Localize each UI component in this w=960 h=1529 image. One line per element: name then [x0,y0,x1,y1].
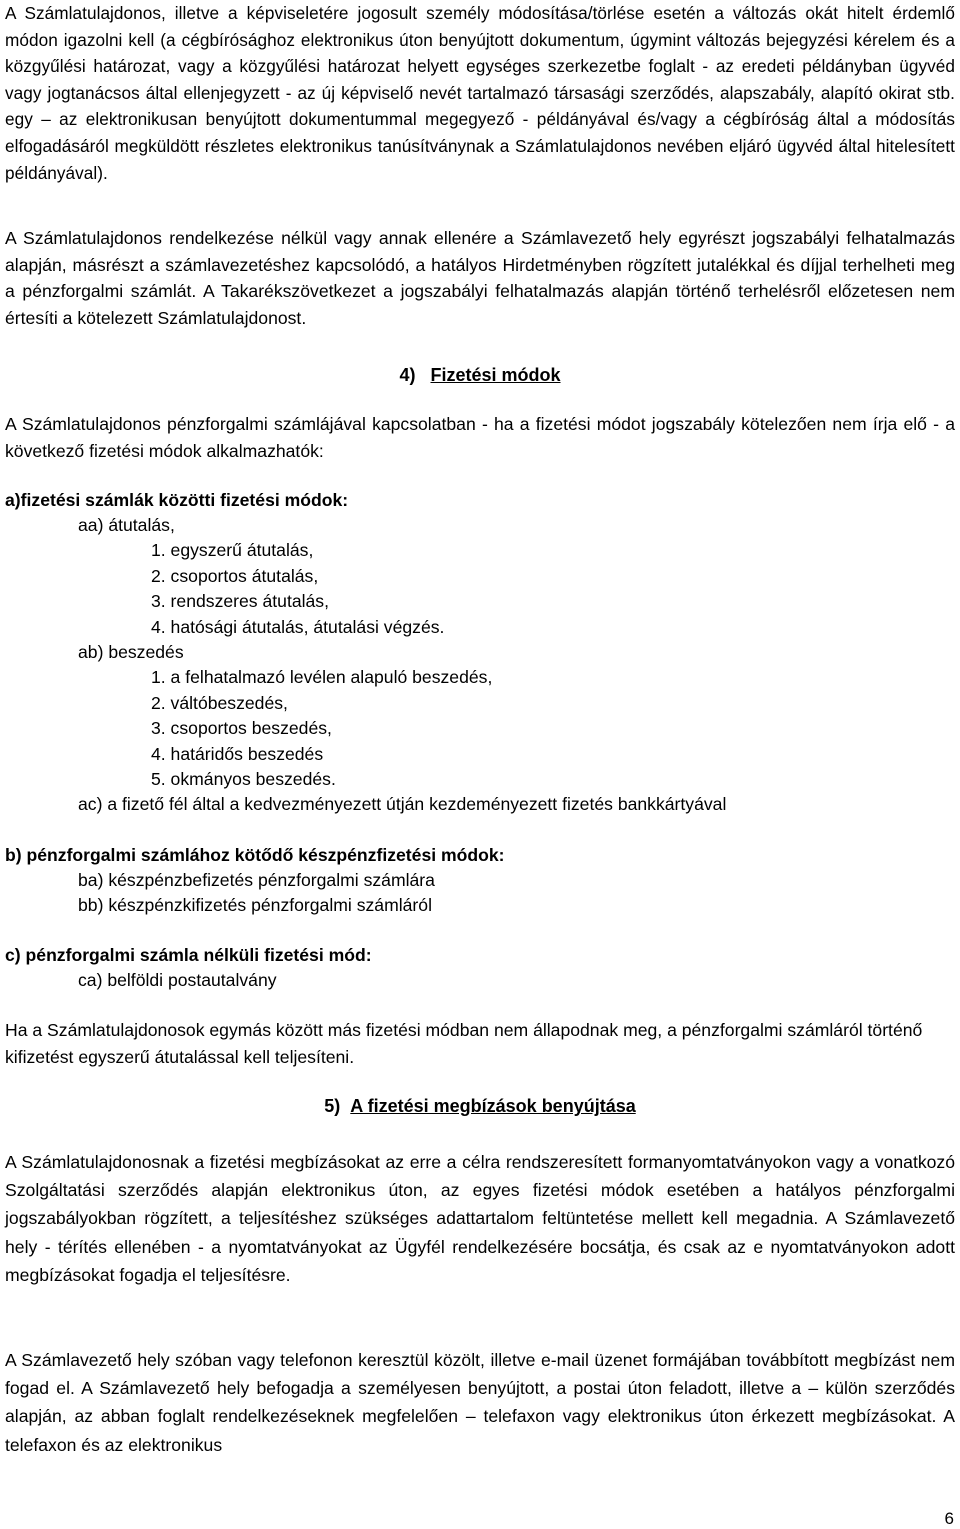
section-5-number: 5) [324,1096,341,1116]
list-item-aa-2: 2. csoportos átutalás, [151,565,319,586]
section-4-closing: Ha a Számlatulajdonosok egymás között más fizetési módban nem állapodnak meg, a pénzforgalmi számláról történő kifizetést egyszerű átutalással kell teljesíteni. [5,1020,923,1067]
payment-methods-list [5,487,955,818]
list-item-ab-1: 1. a felhatalmazó levélen alapuló beszedés, [151,667,493,688]
list-item-ba: ba) készpénzbefizetés pénzforgalmi számlára [78,870,435,890]
list-item-ab-5: 5. okmányos beszedés. [151,769,336,790]
list-item-ca: ca) belföldi postautalvány [78,970,277,990]
list-item-ac: ac) a fizető fél által a kedvezményezett útján kezdeményezett fizetés bankkártyával [78,794,727,815]
paragraph-representative-change: A Számlatulajdonos, illetve a képviseletére jogosult személy módosítása/törlése esetén a változás okát hitelt érdemlő módon igazolni kell (a cégbírósághoz elektronikus úton benyújtott dokumentum, úgymint változás bejegyzési kérelem és a közgyűlési határozat, vagy a közgyűlési határozat helyett egységes szerkezetbe foglalt - az eredeti példányban ügyvéd vagy jogtanácsos által ellenjegyzett - az új képviselő nevét tartalmazó társasági szerződés, alapszabály, alapító okirat stb. egy – az elektronikusan benyújtott dokumentummal megegyező - példányával és/vagy a cégbíróság által a módosítás elfogadásáról megküldött részletes elektronikus tanúsítványnak a Számlatulajdonos nevében eljáró ügyvéd által hitelesített példányával). [5,3,955,183]
group-a-title: a)fizetési számlák közötti fizetési módok: [5,490,349,510]
list-item-ab-3: 3. csoportos beszedés, [151,718,332,739]
list-item-ab-4: 4. határidős beszedés [151,743,324,764]
group-c-title: c) pénzforgalmi számla nélküli fizetési mód: [5,945,372,965]
section-4-title: Fizetési módok [430,365,561,385]
list-item-aa: aa) átutalás, [78,515,175,535]
no-account-methods-list [5,942,955,993]
list-item-ab: ab) beszedés [78,642,184,663]
group-b-title: b) pénzforgalmi számlához kötődő készpénzfizetési módok: [5,845,505,865]
section-5-paragraph-2: A Számlavezető hely szóban vagy telefonon keresztül közölt, illetve e-mail üzenet formájában továbbított megbízást nem fogad el. A Számlavezető hely befogadja a személyesen benyújtott, a postai úton feladott, illetve a – külön szerződés alapján, az abban foglalt rendelkezéseknek megfelelően – telefaxon vagy elektronikus úton érkezett megbízásokat. A telefaxon és az elektronikus [5,1350,955,1455]
list-item-bb: bb) készpénzkifizetés pénzforgalmi számláról [78,895,432,916]
section-5-heading [5,1093,955,1119]
list-item-aa-4: 4. hatósági átutalás, átutalási végzés. [151,616,445,637]
section-4-intro: A Számlatulajdonos pénzforgalmi számlájával kapcsolatban - ha a fizetési módot jogszabály kötelezően nem írja elő - a következő fizetési módok alkalmazhatók: [5,414,955,461]
paragraph-account-debit: A Számlatulajdonos rendelkezése nélkül vagy annak ellenére a Számlavezető hely egyrészt jogszabályi felhatalmazás alapján, másrészt a számlavezetéshez kapcsolódó, a hatályos Hirdetményben rögzített jutalékkal és díjjal terhelheti meg a pénzforgalmi számlát. A Takarékszövetkezet a jogszabályi felhatalmazás alapján történő terhelésről előzetesen nem értesíti a kötelezett Számlatulajdonost. [5,228,955,328]
section-4-number: 4) [399,365,416,385]
page-number: 6 [944,1509,954,1528]
section-5-paragraph-1: A Számlatulajdonosnak a fizetési megbízásokat az erre a célra rendszeresített formanyomtatványokon vagy a vonatkozó Szolgáltatási szerződés alapján elektronikus úton, az egyes fizetési módok esetében a hatályos pénzforgalmi jogszabályokban rögzített, a teljesítéshez szükséges adattartalom feltüntetése mellett kell megadnia. A Számlavezető hely - térítés ellenében - a nyomtatványokat az Ügyfél rendelkezésére bocsátja, és csak az e nyomtatványokon adott megbízásokat fogadja el teljesítésre. [5,1152,955,1285]
list-item-aa-3: 3. rendszeres átutalás, [151,591,329,612]
section-5-title: A fizetési megbízások benyújtása [350,1096,636,1116]
list-item-ab-2: 2. váltóbeszedés, [151,692,288,713]
section-4-heading [5,362,955,388]
cash-methods-list [5,842,955,919]
list-item-aa-1: 1. egyszerű átutalás, [151,540,314,561]
